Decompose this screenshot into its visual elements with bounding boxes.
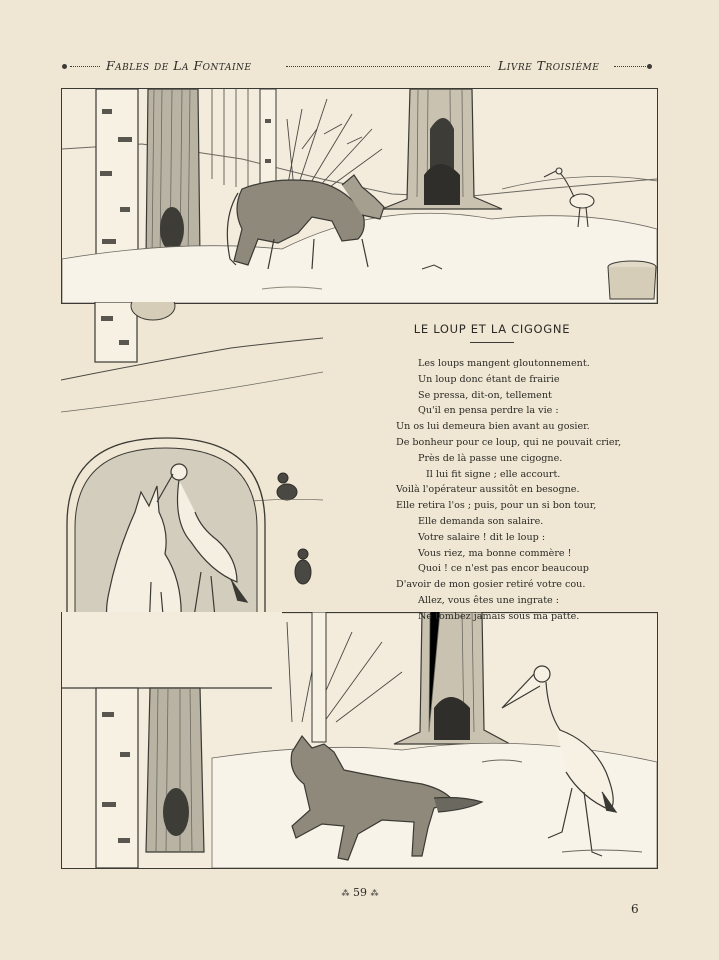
poem-line: Quoi ! ce n'est pas encor beaucoup bbox=[418, 563, 589, 575]
signature-mark: 6 bbox=[631, 902, 639, 916]
poem-line: Voilà l'opérateur aussitôt en besogne. bbox=[396, 484, 580, 496]
page-number bbox=[320, 886, 400, 899]
poem-line: Les loups mangent gloutonnement. bbox=[418, 358, 590, 369]
poem-verses bbox=[396, 356, 658, 625]
header-rule bbox=[614, 66, 646, 67]
small-creatures bbox=[277, 473, 311, 584]
poem-title: LE LOUP ET LA CIGOGNE bbox=[413, 322, 571, 336]
poem-line: Près de là passe une cigogne. bbox=[418, 452, 563, 464]
running-header-right: Livre Troisième bbox=[498, 58, 600, 73]
poem-line: Qu'il en pensa perdre la vie : bbox=[418, 405, 559, 417]
forest-scene-top bbox=[62, 89, 657, 303]
header-ornament bbox=[62, 64, 67, 69]
forest-scene-bottom bbox=[62, 612, 657, 868]
illustration-bottom bbox=[61, 612, 658, 869]
running-header-left: Fables de La Fontaine bbox=[106, 58, 252, 73]
folio-ornament: ⁂ bbox=[341, 889, 350, 898]
title-rule bbox=[470, 342, 514, 343]
poem-line: Allez, vous êtes une ingrate : bbox=[418, 594, 560, 606]
poem-line: Se pressa, dit-on, tellement bbox=[418, 389, 552, 401]
poem-line: Il lui fit signe ; elle accourt. bbox=[426, 468, 561, 480]
poem-line: Ne tombez jamais sous ma patte. bbox=[418, 610, 580, 622]
poem-line: Un loup donc étant de frairie bbox=[418, 373, 560, 385]
page-number-text: 59 bbox=[353, 886, 367, 899]
poem-line: Elle demanda son salaire. bbox=[418, 515, 544, 527]
poem-line: Vous riez, ma bonne commère ! bbox=[418, 547, 572, 559]
poem-line: D'avoir de mon gosier retiré votre cou. bbox=[396, 579, 586, 591]
header-ornament bbox=[647, 64, 652, 69]
header-rule bbox=[286, 66, 490, 67]
poem-line: De bonheur pour ce loup, qui ne pouvait crier, bbox=[396, 436, 622, 448]
illustration-top bbox=[61, 88, 658, 304]
folio-ornament: ⁂ bbox=[370, 889, 379, 898]
header-rule bbox=[70, 66, 100, 67]
poem-line: Votre salaire ! dit le loup : bbox=[418, 531, 546, 543]
poem-line: Elle retira l'os ; puis, pour un si bon tour, bbox=[396, 500, 597, 512]
poem-line: Un os lui demeura bien avant au gosier. bbox=[396, 421, 590, 433]
